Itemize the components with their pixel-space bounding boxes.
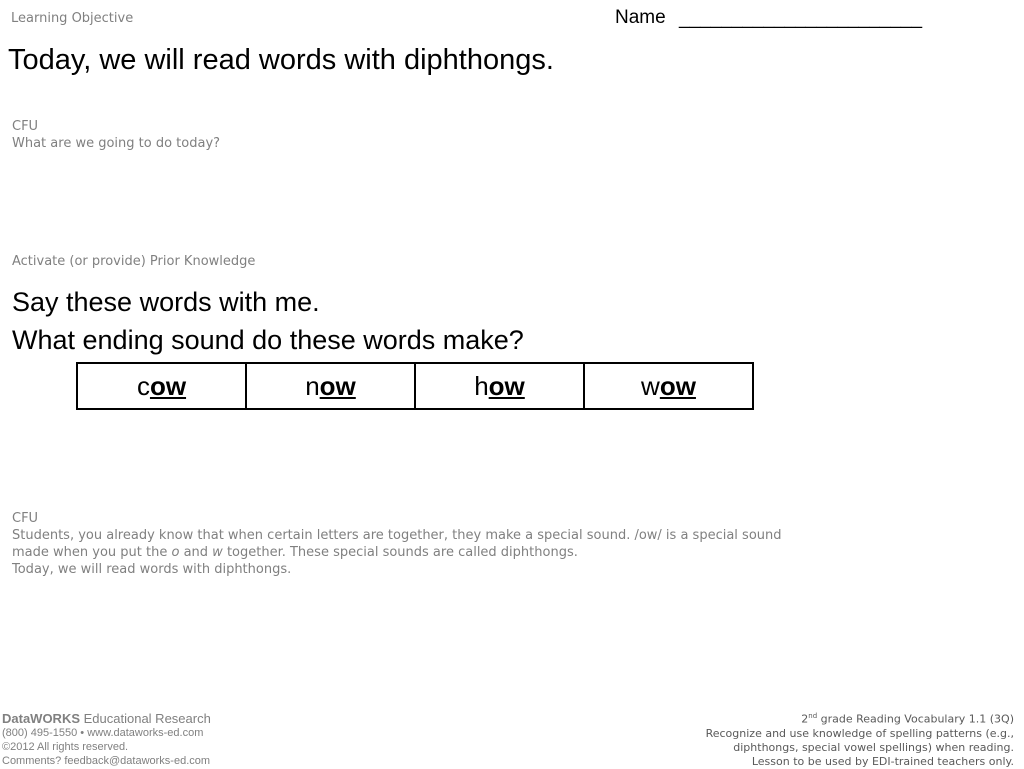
footer-left (2, 712, 211, 768)
name-label: Name (615, 7, 666, 28)
prompt-line-2: What ending sound do these words make? (12, 325, 524, 355)
word-cell-wow (584, 363, 753, 409)
letter-o: o (171, 545, 180, 560)
word-prefix: h (474, 370, 489, 401)
prior-knowledge-prompt (12, 283, 524, 359)
word-prefix: n (305, 370, 320, 401)
cfu-label: CFU (12, 119, 39, 134)
letter-w: w (212, 545, 223, 560)
cfu-section-1 (12, 118, 220, 152)
words-table (76, 362, 754, 410)
copyright: ©2012 All rights reserved. (2, 741, 129, 753)
learning-objective-label: Learning Objective (11, 11, 134, 26)
standard-line-2: Recognize and use knowledge of spelling patterns (e.g., (705, 726, 1014, 740)
word-ending: ow (319, 370, 356, 401)
page-title: Today, we will read words with diphthongs. (8, 44, 554, 76)
cfu-question: What are we going to do today? (12, 136, 221, 151)
grade-number: 2 (801, 712, 809, 726)
word-cell-how (415, 363, 584, 409)
explanation-text: together. These special sounds are called diphthongs. (222, 545, 578, 560)
cfu-label: CFU (12, 511, 39, 526)
cfu-objective-restated: Today, we will read words with diphthongs. (12, 562, 292, 577)
name-blank-line: _______________________ (679, 8, 923, 29)
contact-line (2, 726, 211, 740)
grade-standard (706, 709, 1014, 727)
feedback-email[interactable]: Comments? feedback@dataworks-ed.com (2, 755, 211, 767)
brand-name (2, 712, 211, 726)
brand-rest: Educational Research (80, 711, 211, 726)
word-cell-cow (77, 363, 246, 409)
word-ending: ow (659, 370, 696, 401)
standard-line-3: diphthongs, special vowel spellings) when reading. (733, 740, 1014, 754)
table-row (77, 363, 753, 409)
grade-standard-text: grade Reading Vocabulary 1.1 (3Q) (817, 712, 1014, 726)
word-ending: ow (488, 370, 525, 401)
word-prefix: w (641, 370, 660, 401)
word-cell-now (246, 363, 415, 409)
website-link[interactable]: www.dataworks-ed.com (87, 727, 204, 739)
explanation-text: and (179, 545, 213, 560)
explanation-text: Students, you already know that when certain letters are together, they make a special sound. /ow/ is a special sound made when you put the (12, 528, 782, 560)
word-ending: ow (149, 370, 187, 401)
cfu-explanation (12, 527, 792, 561)
brand-bold: DataWORKS (2, 711, 81, 726)
prior-knowledge-label: Activate (or provide) Prior Knowledge (12, 254, 256, 269)
phone-number: (800) 495-1550 (2, 727, 78, 739)
footer-right (706, 709, 1014, 769)
grade-suffix: nd (808, 712, 818, 720)
usage-note: Lesson to be used by EDI-trained teachers only. (751, 754, 1014, 768)
prompt-line-1: Say these words with me. (12, 287, 320, 317)
word-prefix: c (136, 370, 150, 401)
cfu-section-2 (12, 510, 792, 578)
bullet-separator: • (80, 727, 85, 739)
